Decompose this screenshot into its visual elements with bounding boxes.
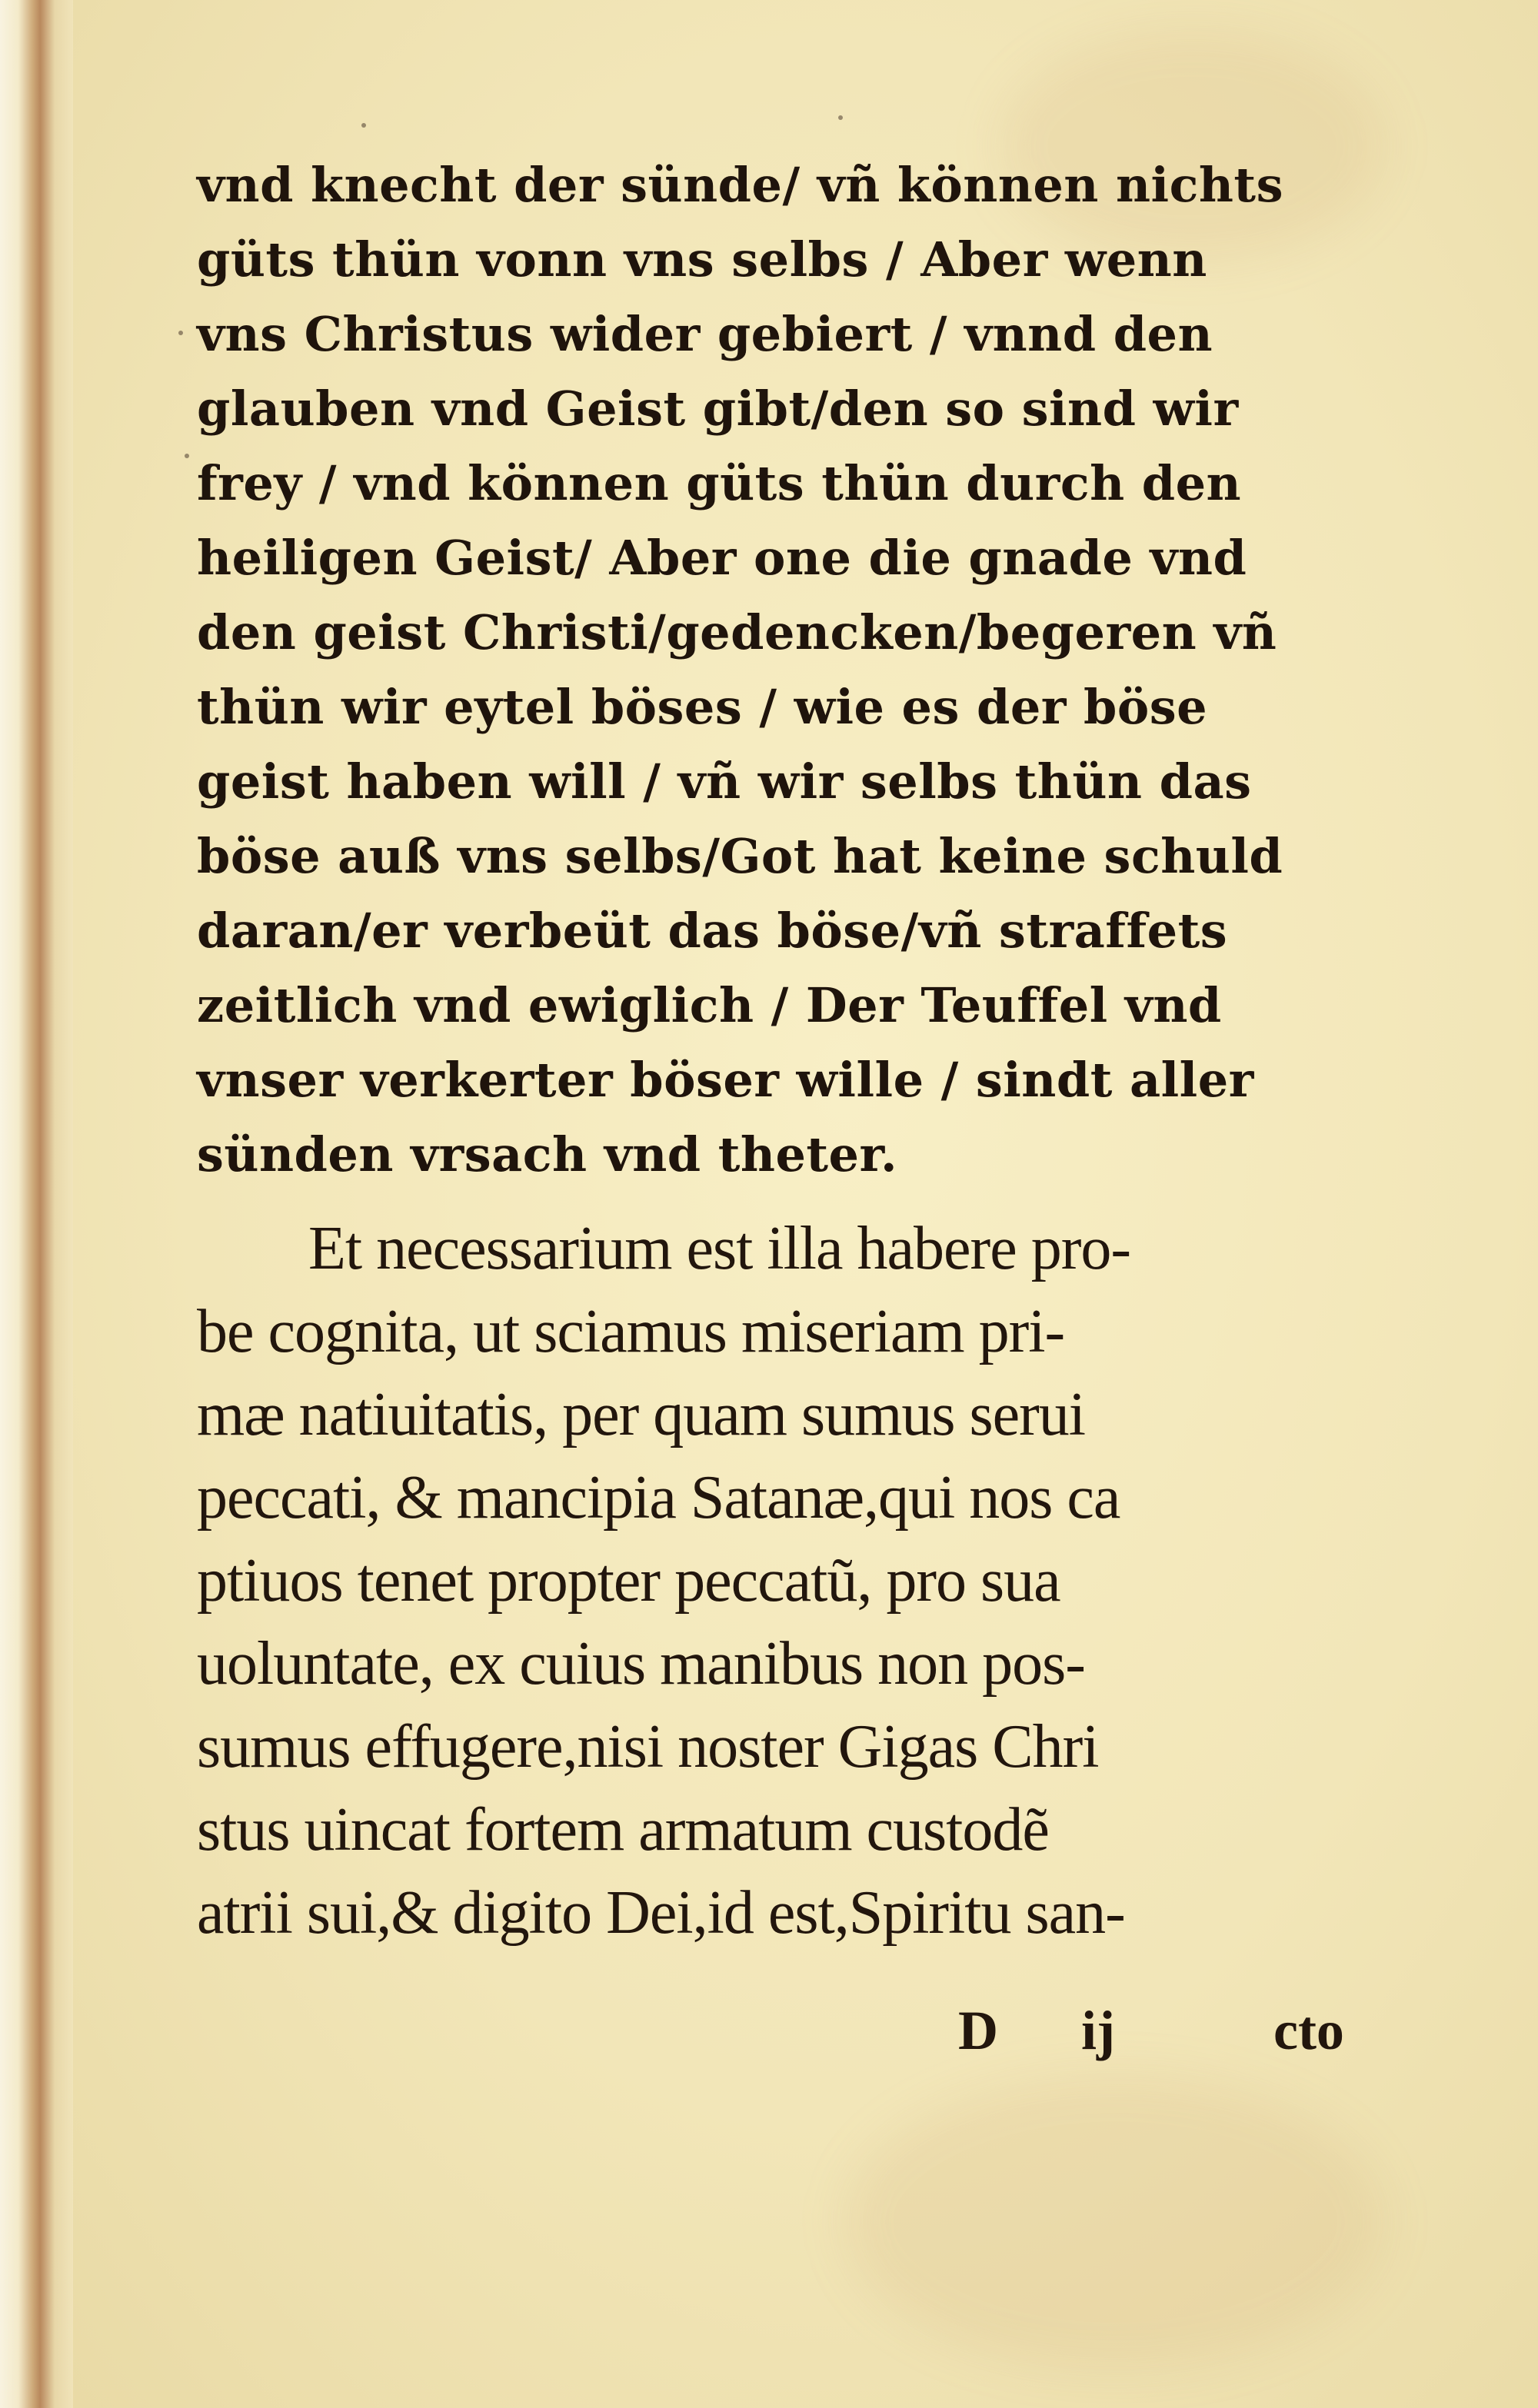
german-line: vnd knecht der sünde/ vñ können nichts [197, 157, 1283, 213]
signature-letter: D [958, 2000, 998, 2061]
latin-line: atrii sui,& digito Dei,id est,Spiritu san- [197, 1879, 1125, 1947]
paper-speck [185, 454, 189, 458]
paper-speck [361, 123, 366, 128]
german-line: geist haben will / vñ wir selbs thün das [197, 753, 1252, 810]
german-line: sünden vrsach vnd theter. [197, 1126, 898, 1182]
german-line: güts thün vonn vns selbs / Aber wenn [197, 231, 1207, 288]
german-line: heiligen Geist/ Aber one die gnade vnd [197, 530, 1247, 586]
latin-line: Et necessarium est illa habere pro- [308, 1215, 1130, 1282]
paper-stain [846, 2076, 1384, 2368]
german-line: böse auß vns selbs/Got hat keine schuld [197, 828, 1283, 884]
latin-line: mæ natiuitatis, per quam sumus serui [197, 1381, 1085, 1448]
paper-speck [838, 115, 843, 120]
latin-line: stus uincat fortem armatum custodẽ [197, 1796, 1049, 1864]
latin-line: uoluntate, ex cuius manibus non pos- [197, 1630, 1085, 1698]
german-line: thün wir eytel böses / wie es der böse [197, 679, 1208, 735]
german-line: vnser verkerter böser wille / sindt aller [197, 1052, 1254, 1108]
catchword: cto [1273, 2000, 1344, 2061]
page-footer [197, 1999, 1373, 2076]
paper-speck [178, 331, 183, 335]
signature-number: ij [1081, 2000, 1115, 2061]
german-line: glauben vnd Geist gibt/den so sind wir [197, 381, 1239, 437]
page-binding-edge [0, 0, 73, 2408]
german-line: daran/er verbeüt das böse/vñ straffets [197, 903, 1228, 959]
latin-line: ptiuos tenet propter peccatũ, pro sua [197, 1547, 1060, 1615]
latin-paragraph [197, 1207, 1373, 1954]
german-line: frey / vnd können güts thün durch den [197, 455, 1242, 511]
german-line: den geist Christi/gedencken/begeren vñ [197, 604, 1277, 660]
latin-line: sumus effugere,nisi noster Gigas Chri [197, 1713, 1099, 1781]
german-line: zeitlich vnd ewiglich / Der Teuffel vnd [197, 977, 1222, 1033]
german-paragraph [197, 148, 1373, 1192]
latin-line: be cognita, ut sciamus miseriam pri- [197, 1298, 1065, 1365]
latin-line: peccati, & mancipia Satanæ,qui nos ca [197, 1464, 1120, 1532]
german-line: vns Christus wider gebiert / vnnd den [197, 306, 1213, 362]
